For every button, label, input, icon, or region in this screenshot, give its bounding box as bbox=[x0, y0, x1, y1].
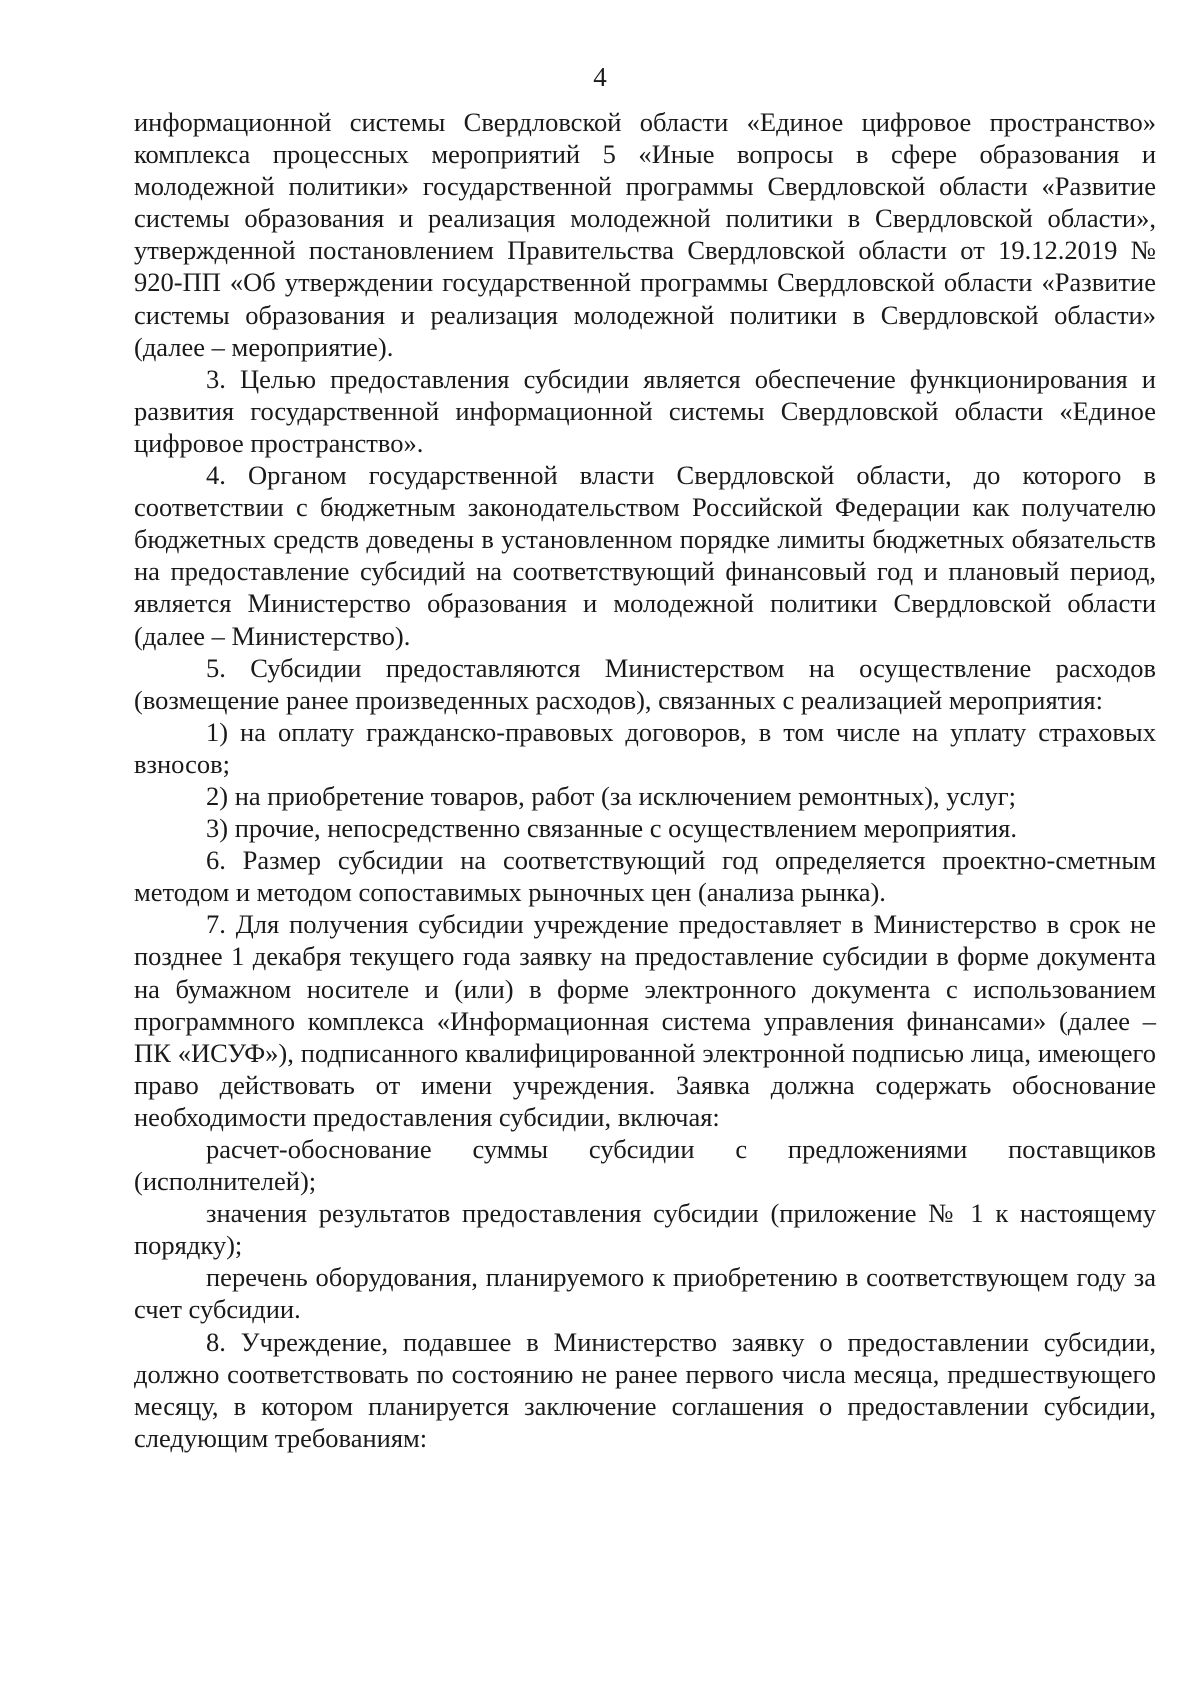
paragraph-5: 5. Субсидии предоставляются Министерством на осуществление расходов (возмещение ранее произведенных расходов), связанных с реализацией мероприятия: bbox=[134, 652, 1156, 715]
paragraph-7-item-1: расчет-обоснование суммы субсидии с предложениями поставщиков (исполнителей); bbox=[134, 1134, 1156, 1197]
paragraph-8: 8. Учреждение, подавшее в Министерство заявку о предоставлении субсидии, должно соответствовать по состоянию не ранее первого числа месяца, предшествующего месяцу, в котором планируется заключение соглашения о предоставлении субсидии, следующим требованиям: bbox=[134, 1326, 1156, 1453]
paragraph-6: 6. Размер субсидии на соответствующий год определяется проектно-сметным методом и методом сопоставимых рыночных цен (анализа рынка). bbox=[134, 845, 1156, 908]
paragraph-intro: информационной системы Свердловской области «Единое цифровое пространство» комплекса процессных мероприятий 5 «Иные вопросы в сфере образования и молодежной политики» государственной программы Свердловской области «Развитие системы образования и реализация молодежной политики в Свердловской области», утвержденной постановлением Правительства Свердловской области от 19.12.2019 № 920-ПП «Об утверждении государственной программы Свердловской области «Развитие системы образования и реализация молодежной политики в Свердловской области» (далее – мероприятие). bbox=[134, 107, 1156, 362]
paragraph-4: 4. Органом государственной власти Свердловской области, до которого в соответствии с бюджетным законодательством Российской Федерации как получателю бюджетных средств доведены в установленном порядке лимиты бюджетных обязательств на предоставление субсидий на соответствующий финансовый год и плановый период, является Министерство образования и молодежной политики Свердловской области (далее – Министерство). bbox=[134, 460, 1156, 651]
paragraph-7: 7. Для получения субсидии учреждение предоставляет в Министерство в срок не позднее 1 декабря текущего года заявку на предоставление субсидии в форме документа на бумажном носителе и (или) в форме электронного документа с использованием программного комплекса «Информационная система управления финансами» (далее – ПК «ИСУФ»), подписанного квалифицированной электронной подписью лица, имеющего право действовать от имени учреждения. Заявка должна содержать обоснование необходимости предоставления субсидии, включая: bbox=[134, 909, 1156, 1132]
document-body bbox=[134, 106, 1156, 1454]
paragraph-7-item-3: перечень оборудования, планируемого к приобретению в соответствующем году за счет субсидии. bbox=[134, 1262, 1156, 1325]
paragraph-5-item-2: 2) на приобретение товаров, работ (за исключением ремонтных), услуг; bbox=[206, 780, 1016, 811]
page-number: 4 bbox=[593, 62, 607, 92]
paragraph-7-item-2: значения результатов предоставления субсидии (приложение № 1 к настоящему порядку); bbox=[134, 1198, 1156, 1261]
paragraph-5-item-1: 1) на оплату гражданско-правовых договоров, в том числе на уплату страховых взносов; bbox=[134, 716, 1156, 779]
paragraph-5-item-3: 3) прочие, непосредственно связанные с осуществлением мероприятия. bbox=[206, 813, 1017, 844]
paragraph-3: 3. Целью предоставления субсидии является обеспечение функционирования и развития государственной информационной системы Свердловской области «Единое цифровое пространство». bbox=[134, 363, 1156, 458]
